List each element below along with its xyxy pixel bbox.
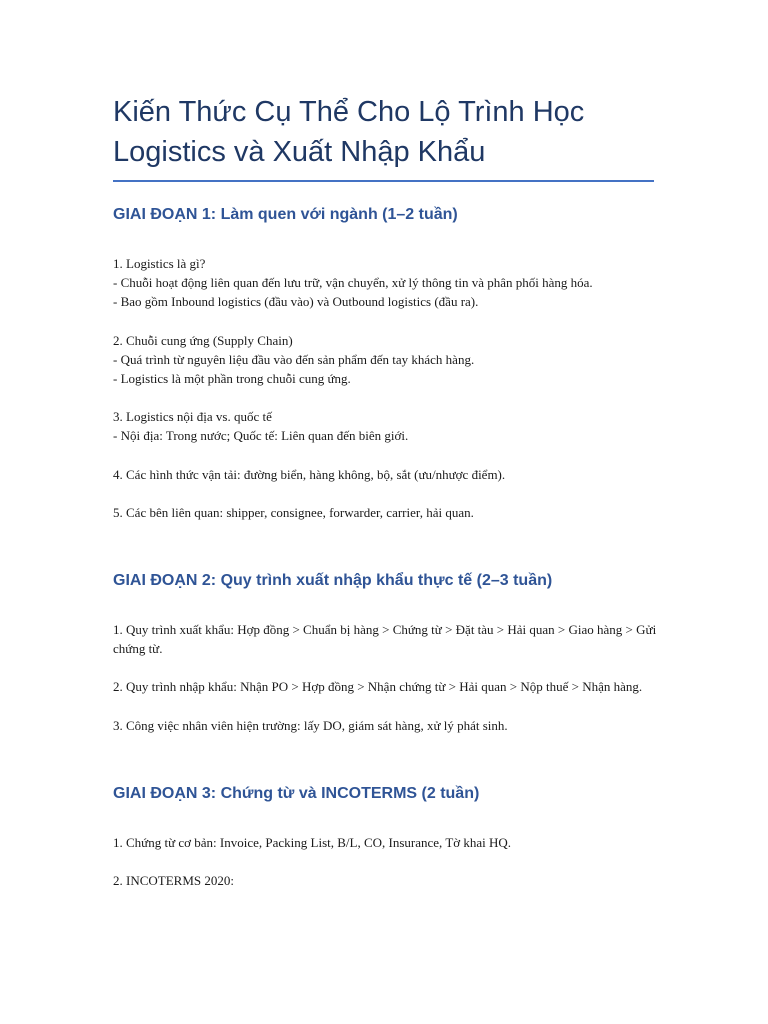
paragraph-line: - Nội địa: Trong nước; Quốc tế: Liên quan đến biên giới. (113, 428, 409, 444)
paragraph-line: 4. Các hình thức vận tải: đường biển, hàng không, bộ, sắt (ưu/nhược điểm). (113, 466, 506, 482)
stage-1-item-1 (113, 254, 658, 312)
stage-1-item-3 (113, 407, 658, 445)
stage-2-heading: GIAI ĐOẠN 2: Quy trình xuất nhập khẩu thực tế (2–3 tuần) (113, 572, 553, 590)
stage-2-item-3 (113, 716, 658, 735)
paragraph-line: 2. Chuỗi cung ứng (Supply Chain) (113, 332, 293, 348)
paragraph-line: - Logistics là một phần trong chuỗi cung ứng. (113, 371, 351, 387)
stage-1-item-5 (113, 503, 658, 522)
document-title (113, 92, 654, 182)
paragraph-line: - Quá trình từ nguyên liệu đầu vào đến sản phẩm đến tay khách hàng. (113, 351, 475, 367)
paragraph-line: 5. Các bên liên quan: shipper, consignee, forwarder, carrier, hải quan. (113, 504, 474, 520)
stage-2-item-2 (113, 677, 658, 696)
stage-3-item-2 (113, 871, 658, 890)
paragraph-line: - Chuỗi hoạt động liên quan đến lưu trữ, vận chuyển, xử lý thông tin và phân phối hàng hóa. (113, 275, 593, 291)
paragraph-line: 1. Chứng từ cơ bản: Invoice, Packing List, B/L, CO, Insurance, Tờ khai HQ. (113, 834, 512, 850)
paragraph-line: 3. Công việc nhân viên hiện trường: lấy DO, giám sát hàng, xử lý phát sinh. (113, 717, 508, 733)
stage-3-item-1 (113, 833, 658, 852)
paragraph-line: 1. Logistics là gì? (113, 256, 206, 271)
stage-1-item-2 (113, 331, 658, 389)
stage-2-item-1 (113, 620, 658, 658)
paragraph-line: 2. INCOTERMS 2020: (113, 873, 234, 889)
title-line-2: Logistics và Xuất Nhập Khẩu (113, 136, 486, 168)
stage-3-heading: GIAI ĐOẠN 3: Chứng từ và INCOTERMS (2 tuần) (113, 784, 480, 802)
stage-1-heading: GIAI ĐOẠN 1: Làm quen với ngành (1–2 tuần) (113, 206, 458, 223)
stage-1-item-4 (113, 465, 658, 484)
title-line-1: Kiến Thức Cụ Thể Cho Lộ Trình Học (113, 96, 585, 128)
paragraph-line: 2. Quy trình nhập khẩu: Nhận PO > Hợp đồng > Nhận chứng từ > Hải quan > Nộp thuế > Nhận hàng. (113, 679, 643, 695)
paragraph-line: 1. Quy trình xuất khẩu: Hợp đồng > Chuẩn bị hàng > Chứng từ > Đặt tàu > Hải quan > Giao hàng > Gửi chứng từ. (113, 622, 657, 657)
paragraph-line: 3. Logistics nội địa vs. quốc tế (113, 409, 272, 425)
paragraph-line: - Bao gồm Inbound logistics (đầu vào) và Outbound logistics (đầu ra). (113, 294, 479, 310)
